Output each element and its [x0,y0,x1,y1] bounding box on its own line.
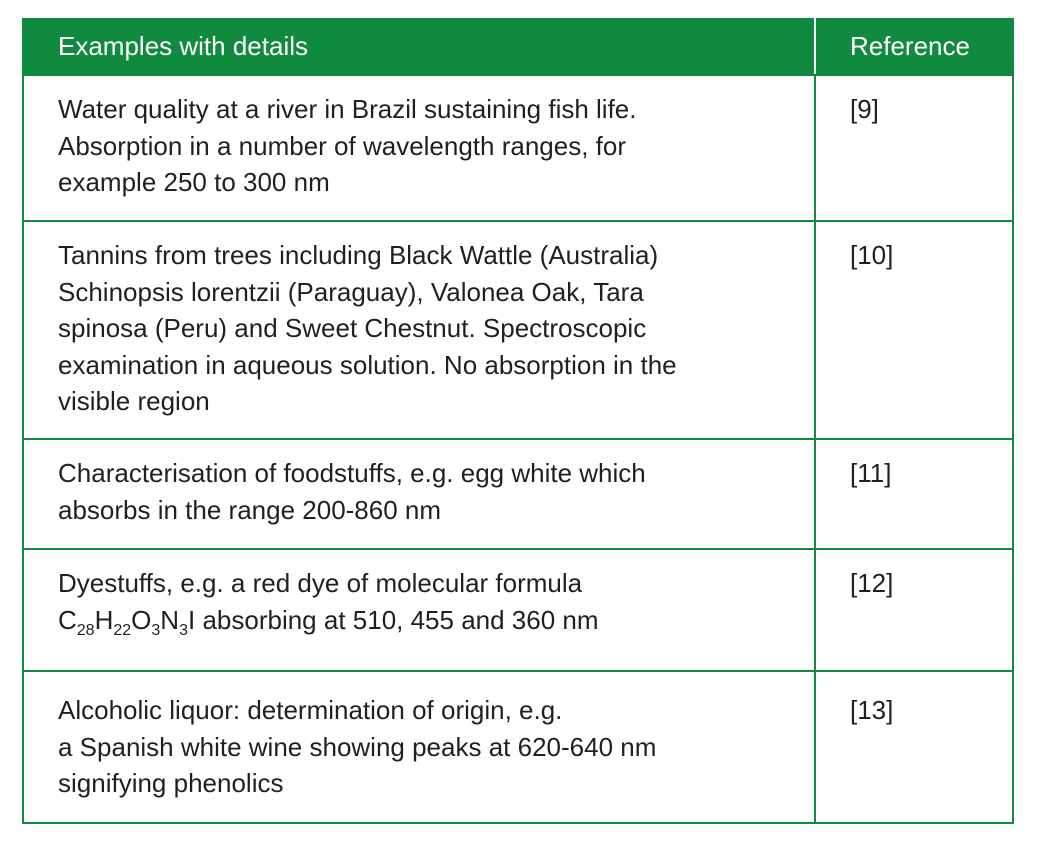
formula-suffix: absorbing at 510, 455 and 360 nm [195,604,599,635]
text-line: signifying phenolics [58,768,284,798]
text-line: Dyestuffs, e.g. a red dye of molecular formula [58,568,583,598]
text-line: Characterisation of foodstuffs, e.g. egg white which [58,458,646,488]
reference-table [22,18,1014,824]
text-line: Water quality at a river in Brazil sustaining fish life. [58,94,637,124]
table-row [24,438,1012,548]
reference-cell: [12] [850,568,894,598]
text-line: Alcoholic liquor: determination of origin, e.g. [58,695,563,725]
example-cell [24,222,816,438]
formula-element: C [58,604,77,635]
formula-subscript: 22 [113,621,132,639]
reference-cell: [10] [850,240,894,270]
text-line: absorbs in the range 200-860 nm [58,494,442,525]
formula-subscript: 3 [151,621,161,639]
example-cell [24,76,816,220]
formula-element: I [187,604,196,635]
reference-cell: [13] [850,695,894,725]
formula-element: O [131,604,152,635]
text-line: Absorption in a number of wavelength ranges, for [58,130,627,161]
text-line: visible region [58,386,210,416]
text-line: Schinopsis lorentzii (Paraguay), Valonea Oak, Tara [58,276,644,307]
formula-line [58,602,794,639]
table-row [24,74,1012,220]
formula-element: H [94,604,114,635]
example-cell [24,550,816,670]
formula-subscript: 28 [76,621,95,639]
example-cell [24,672,816,822]
formula-element: N [160,604,180,635]
table-row [24,670,1012,822]
text-line: a Spanish white wine showing peaks at 620-640 nm [58,731,657,762]
text-line: Tannins from trees including Black Wattle (Australia) [58,240,659,270]
table-row [24,548,1012,670]
text-line: spinosa (Peru) and Sweet Chestnut. Spectroscopic [58,313,647,343]
reference-cell: [11] [850,458,892,488]
table-header [24,18,1012,74]
header-examples: Examples with details [24,18,816,74]
example-cell [24,440,816,548]
table-row [24,220,1012,438]
reference-cell: [9] [850,94,879,124]
formula-subscript: 3 [179,621,188,639]
header-reference: Reference [850,30,970,61]
text-line: examination in aqueous solution. No absorption in the [58,349,677,380]
text-line: example 250 to 300 nm [58,167,330,197]
